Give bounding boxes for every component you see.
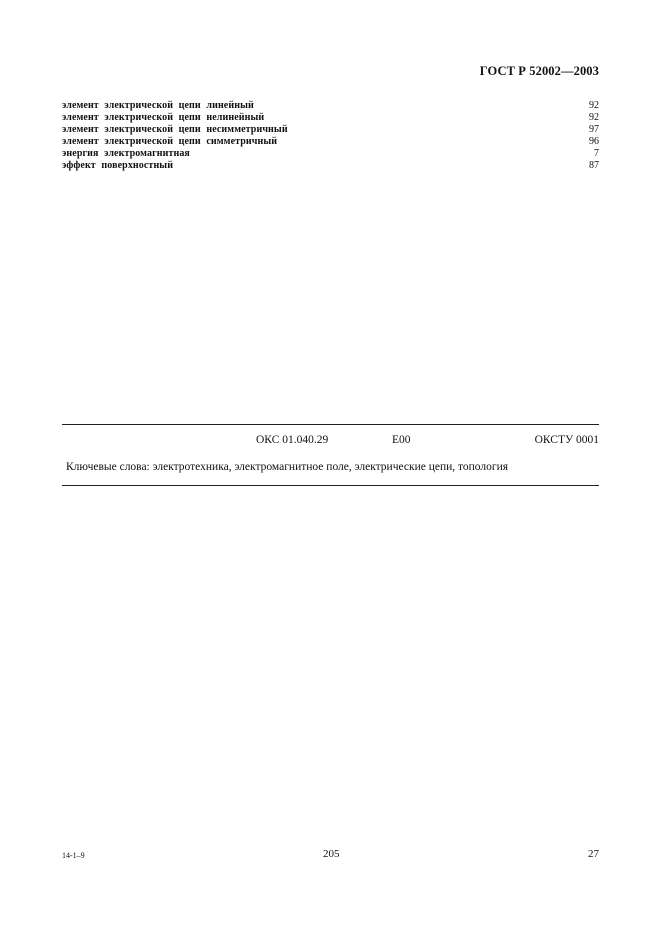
index-page-number: 7 — [594, 148, 599, 159]
index-entry — [62, 100, 599, 112]
okstu-code: ОКСТУ 0001 — [534, 434, 599, 446]
index-page-number: 97 — [589, 124, 599, 135]
index-entry — [62, 112, 599, 124]
index-term: эффект поверхностный — [62, 160, 174, 171]
bottom-divider-line — [62, 485, 599, 486]
index-term: элемент электрической цепи линейный — [62, 100, 254, 111]
center-number: 205 — [323, 848, 340, 860]
standard-number-header: ГОСТ Р 52002—2003 — [479, 64, 599, 78]
subject-index-list — [62, 100, 599, 172]
index-page-number: 87 — [589, 160, 599, 171]
top-divider-line — [62, 424, 599, 425]
page-number: 27 — [588, 848, 599, 860]
index-page-number: 92 — [589, 112, 599, 123]
index-entry — [62, 148, 599, 160]
index-term: элемент электрической цепи симметричный — [62, 136, 278, 147]
print-code: 14-1–9 — [62, 851, 85, 860]
index-term: элемент электрической цепи несимметричный — [62, 124, 288, 135]
keywords-line: Ключевые слова: электротехника, электромагнитное поле, электрические цепи, топология — [66, 461, 509, 473]
index-entry — [62, 160, 599, 172]
index-entry — [62, 124, 599, 136]
oks-code: ОКС 01.040.29 — [256, 434, 329, 446]
index-entry — [62, 136, 599, 148]
e-classification-code: Е00 — [392, 434, 411, 446]
index-term: элемент электрической цепи нелинейный — [62, 112, 265, 123]
index-page-number: 92 — [589, 100, 599, 111]
index-page-number: 96 — [589, 136, 599, 147]
index-term: энергия электромагнитная — [62, 148, 190, 159]
